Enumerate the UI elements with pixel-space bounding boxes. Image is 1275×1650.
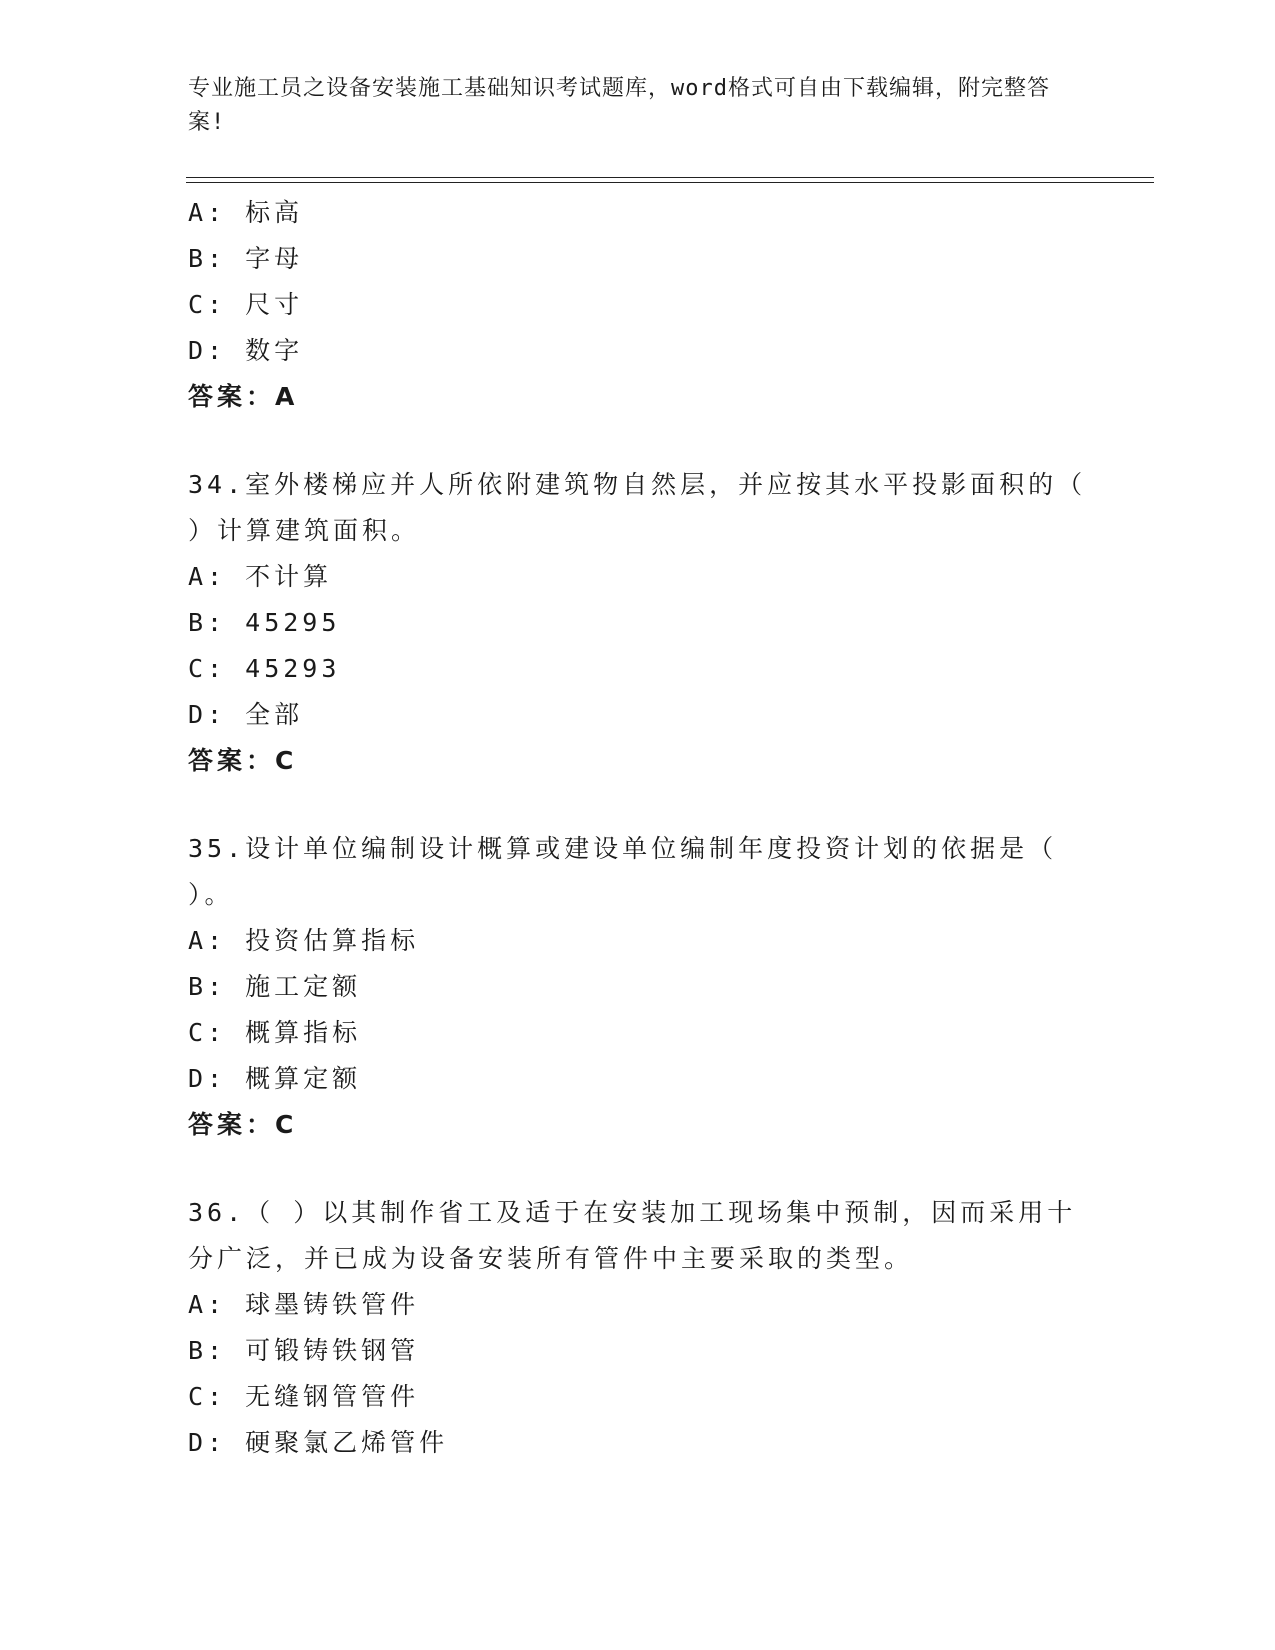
option-d: D: 概算定额	[188, 1064, 362, 1093]
option-a: A: 球墨铸铁管件	[188, 1290, 420, 1319]
document-header: 专业施工员之设备安装施工基础知识考试题库，word格式可自由下载编辑，附完整答案!	[188, 76, 1050, 135]
question-36	[188, 1190, 1088, 1466]
option-c: C: 无缝钢管管件	[188, 1382, 420, 1411]
option-d: D: 数字	[188, 336, 304, 365]
answer: 答案：C	[188, 1110, 298, 1139]
option-c: C: 尺寸	[188, 290, 304, 319]
question-34	[188, 462, 1088, 784]
header-rule-top	[186, 177, 1154, 178]
option-d: D: 全部	[188, 700, 304, 729]
option-a: A: 投资估算指标	[188, 926, 420, 955]
option-b: B: 施工定额	[188, 972, 362, 1001]
question-list	[188, 190, 1088, 1466]
question-text: 35.设计单位编制设计概算或建设单位编制年度投资计划的依据是（ ）。	[188, 834, 1058, 909]
option-b: B: 字母	[188, 244, 304, 273]
option-b: B: 45295	[188, 608, 341, 637]
question-33	[188, 190, 1088, 420]
header-rule-bottom	[186, 182, 1154, 183]
answer: 答案：C	[188, 746, 298, 775]
option-b: B: 可锻铸铁钢管	[188, 1336, 420, 1365]
question-35	[188, 826, 1088, 1148]
spacer	[188, 784, 1088, 826]
spacer	[188, 420, 1088, 462]
spacer	[188, 1148, 1088, 1190]
option-d: D: 硬聚氯乙烯管件	[188, 1428, 449, 1457]
question-text: 34.室外楼梯应并人所依附建筑物自然层，并应按其水平投影面积的（ ）计算建筑面积。	[188, 470, 1087, 545]
option-c: C: 概算指标	[188, 1018, 362, 1047]
option-a: A: 标高	[188, 198, 304, 227]
answer: 答案：A	[188, 382, 299, 411]
option-a: A: 不计算	[188, 562, 333, 591]
question-text: 36.（ ）以其制作省工及适于在安装加工现场集中预制，因而采用十分广泛，并已成为设备安装所有管件中主要采取的类型。	[188, 1198, 1077, 1273]
option-c: C: 45293	[188, 654, 341, 683]
